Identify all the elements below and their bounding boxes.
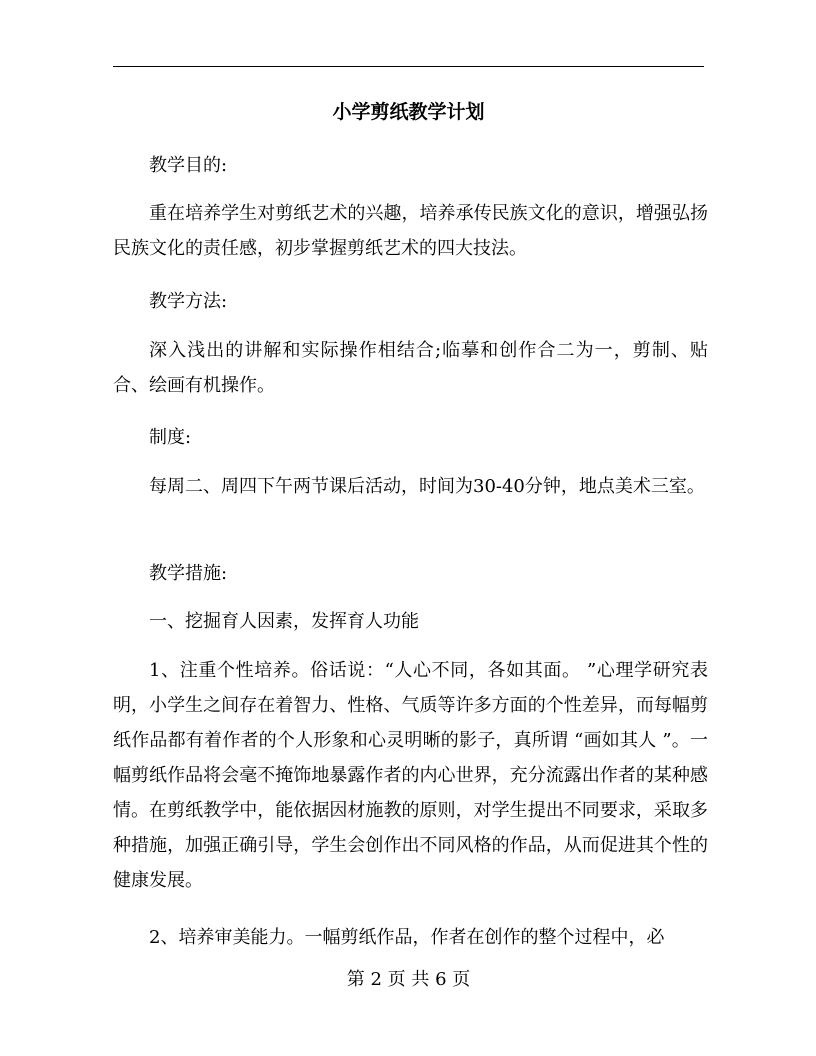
subheading-measure-1: 一、挖掘育人因素，发挥育人功能: [149, 611, 419, 632]
section-heading-measures: 教学措施:: [149, 563, 228, 584]
page-footer: 第 2 页 共 6 页: [346, 969, 471, 990]
paragraph-objective: 重在培养学生对剪纸艺术的兴趣，培养承传民族文化的意识，增强弘扬民族文化的责任感，初步掌握剪纸艺术的四大技法。: [113, 203, 708, 259]
paragraph-personality: 1、注重个性培养。俗话说：“人心不同，各如其面。 ”心理学研究表明，小学生之间存在着智力、性格、气质等许多方面的个性差异，而每幅剪纸作品都有着作者的个人形象和心灵明晰的影子，真所谓 “画如其人 ”。一幅剪纸作品将会毫不掩饰地暴露作者的内心世界，充分流露出作者的某种感情。在剪纸教学中，能依据因材施教的原则，对学生提出不同要求，采取多种措施，加强正确引导，学生会创作出不同风格的作品，从而促进其个性的健康发展。: [113, 660, 708, 891]
paragraph-method: 深入浅出的讲解和实际操作相结合;临摹和创作合二为一，剪制、贴合、绘画有机操作。: [113, 340, 708, 396]
document-title: 小学剪纸教学计划: [332, 101, 485, 123]
header-rule: [113, 66, 704, 67]
section-heading-schedule: 制度:: [149, 427, 192, 448]
section-heading-objective: 教学目的:: [149, 155, 228, 176]
section-heading-method: 教学方法:: [149, 291, 228, 312]
paragraph-aesthetic: 2、培养审美能力。一幅剪纸作品，作者在创作的整个过程中，必: [149, 927, 665, 948]
paragraph-schedule: 每周二、周四下午两节课后活动，时间为30-40分钟，地点美术三室。: [149, 476, 705, 497]
